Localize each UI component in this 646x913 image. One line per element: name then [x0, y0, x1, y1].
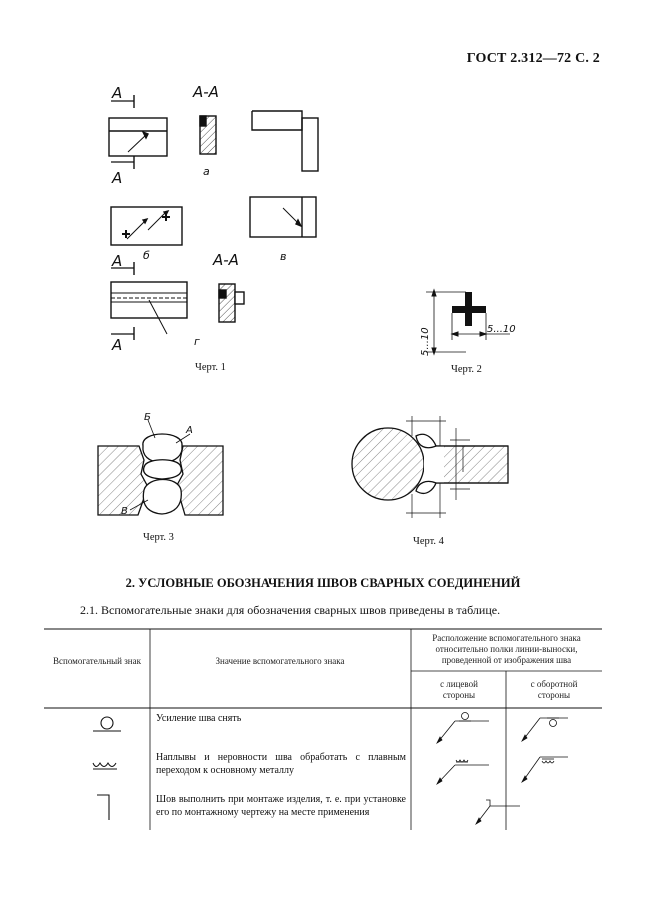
- section-label-top: А: [112, 84, 123, 102]
- fig3-label-b: Б: [144, 412, 151, 423]
- fig2-dim-horizontal: 5...10: [487, 324, 516, 335]
- fig3-label-a: А: [186, 425, 193, 436]
- row2-front-position: [437, 760, 489, 784]
- variant-b-view: [111, 207, 182, 245]
- section-title: 2. УСЛОВНЫЕ ОБОЗНАЧЕНИЯ ШВОВ СВАРНЫХ СОЕДИНЕНИЙ: [125, 576, 521, 590]
- row1-back-position: [522, 718, 568, 741]
- variant-v-view: [250, 197, 316, 237]
- figure-4-caption: Черт. 4: [413, 536, 444, 547]
- section-label-bottom-g: А: [112, 336, 123, 354]
- section-label-top-g: А: [112, 252, 123, 270]
- variant-g-label: г: [194, 335, 200, 348]
- variant-a-label: а: [203, 165, 210, 178]
- variant-a-section: [200, 116, 216, 154]
- field-weld-sign: [97, 795, 109, 820]
- table-row-meaning-3: Шов выполнить при монтаже изделия, т. е. при установке его по монтажному чертежу на месте применения: [156, 794, 406, 818]
- figure-2-sign: [426, 290, 510, 354]
- fig2-dim-vertical: 5...10: [420, 327, 431, 356]
- header-meaning: Значение вспомогательного знака: [215, 656, 345, 666]
- variant-g-plan-view: [111, 262, 187, 340]
- row3-front-position: [476, 800, 520, 824]
- fig3-label-v: В: [121, 506, 128, 517]
- document-header: ГОСТ 2.312—72 С. 2: [466, 51, 600, 66]
- figure-3-drawing: [98, 420, 223, 515]
- table-row-meaning-1: Усиление шва снять: [156, 713, 242, 724]
- header-back: с оборотной стороны: [530, 679, 578, 700]
- figure-2-caption: Черт. 2: [451, 364, 482, 375]
- header-sign: Вспомогательный знак: [53, 656, 141, 666]
- variant-a-corner-view: [252, 111, 318, 171]
- figure-1-caption: Черт. 1: [195, 362, 226, 373]
- section-label-bottom: А: [112, 169, 123, 187]
- variant-b-label: б: [143, 249, 150, 262]
- row2-back-position: [522, 757, 568, 782]
- figure-4-drawing: [352, 416, 508, 518]
- variant-a-plan-view: [109, 95, 167, 169]
- variant-v-label: в: [280, 250, 287, 263]
- header-front: с лицевой стороны: [440, 679, 478, 700]
- smooth-transition-sign: [93, 763, 117, 769]
- reinforcement-removal-sign: [93, 717, 121, 731]
- row1-front-position: [437, 713, 489, 744]
- section-title-g: А-А: [213, 251, 239, 269]
- header-position: Расположение вспомогательного знака относительно полки линии-выноски, проведенной от изображения шва: [432, 633, 581, 665]
- variant-g-section: [219, 284, 244, 322]
- section-title-a: А-А: [193, 83, 219, 101]
- figure-3-caption: Черт. 3: [143, 532, 174, 543]
- intro-paragraph: 2.1. Вспомогательные знаки для обозначения сварных швов приведены в таблице.: [80, 603, 501, 617]
- table-row-meaning-2: Наплывы и неровности шва обработать с плавным переходом к основному металлу: [156, 752, 406, 776]
